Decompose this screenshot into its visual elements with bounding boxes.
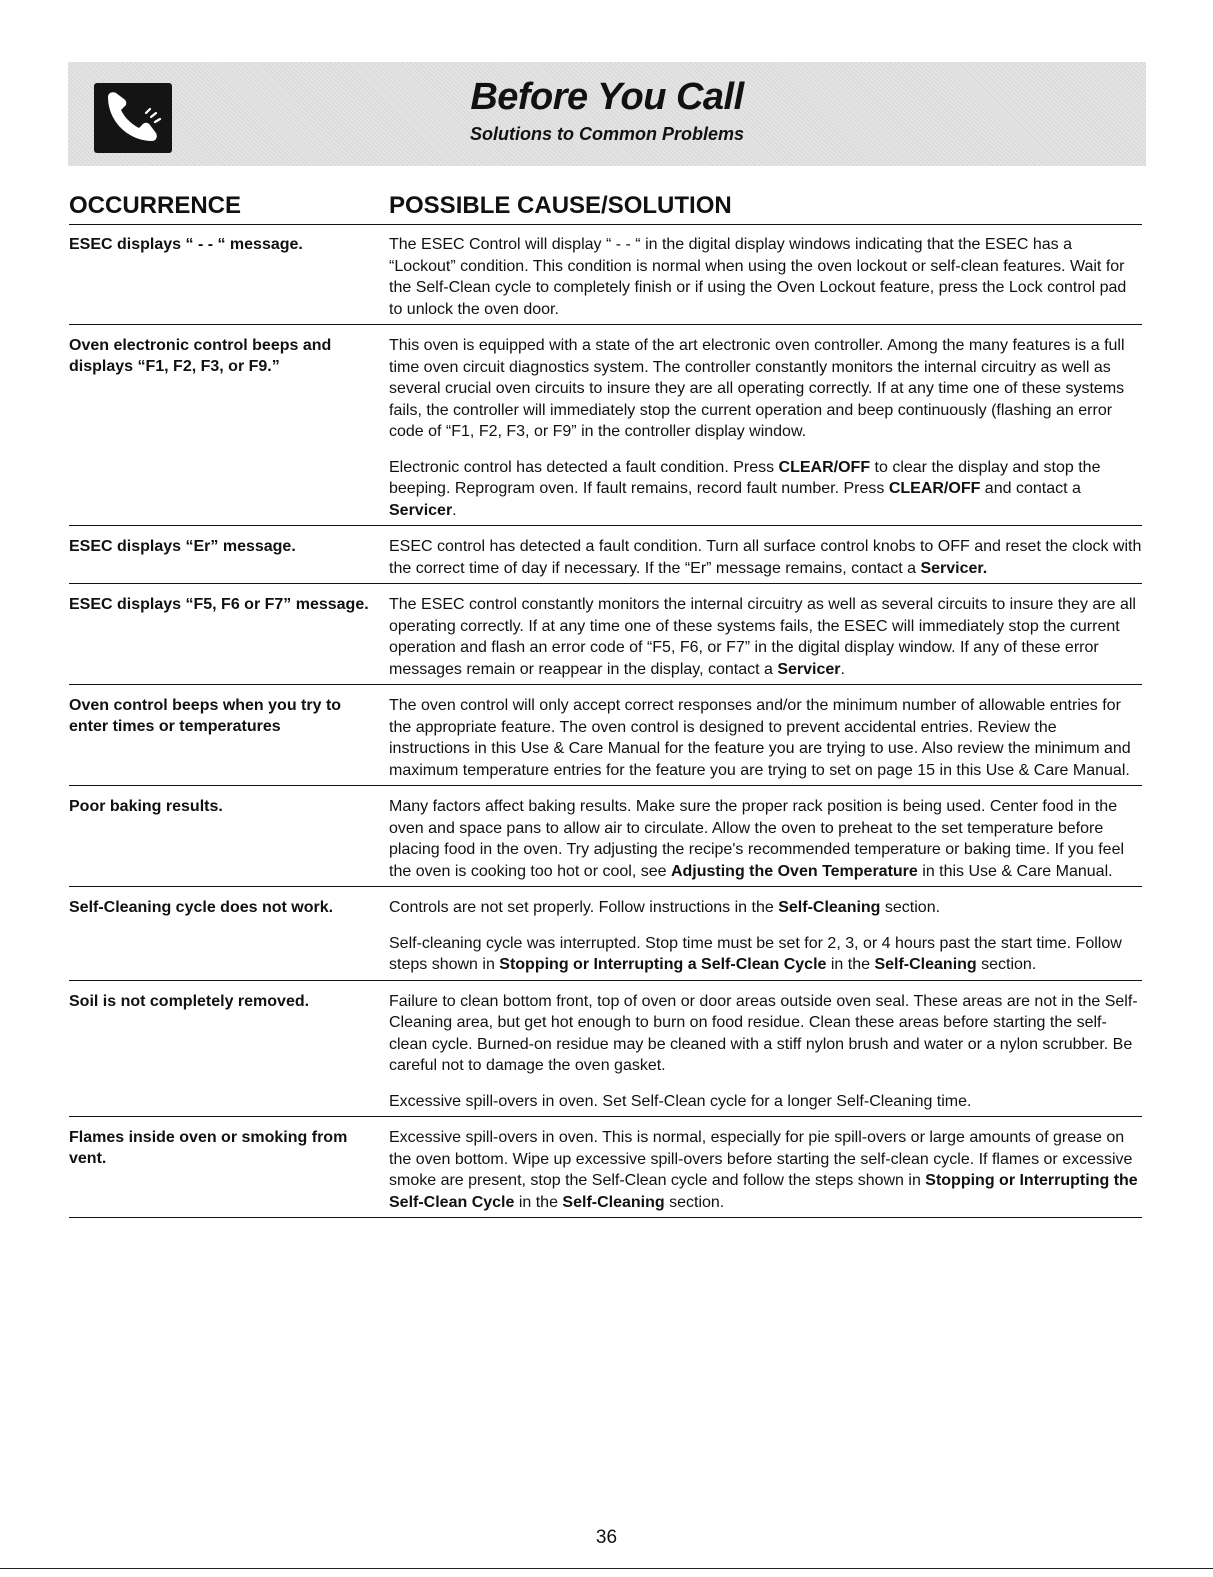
page-subtitle: Solutions to Common Problems xyxy=(469,124,744,144)
header-banner xyxy=(68,62,1146,166)
column-headers xyxy=(69,188,1142,225)
occurrence-heading: OCCURRENCE xyxy=(69,192,242,219)
text-segment: Failure to clean bottom front, top of oven or door areas outside oven seal. These areas are not in the Self-Cleaning area, but get hot enough to burn on food residue. Clean these areas before starting the self-clean cycle. Burned-on residue may be cleaned with a stiff nylon brush and water or a nylon scrubber. Be careful not to damage the oven gasket. xyxy=(389,992,1138,1074)
solution-paragraph xyxy=(389,457,1142,522)
solution-paragraph xyxy=(389,933,1142,976)
solution-cell xyxy=(389,695,1142,781)
solution-cell xyxy=(389,991,1142,1113)
occurrence-text: ESEC displays “Er” message. xyxy=(69,538,296,555)
text-segment: in this Use & Care Manual. xyxy=(917,862,1113,880)
table-row xyxy=(69,584,1142,685)
text-segment: Many factors affect baking results. Make sure the proper rack position is being used. Center food in the oven and space pans to allow air to circulate. Allow the oven to preheat to the set temperature before placing food in the oven. Try adjusting the recipe's recommended temperature or baking time. If you feel the oven is cooking too hot or cool, see xyxy=(389,798,1125,880)
table-row xyxy=(69,685,1142,786)
table-row xyxy=(69,526,1142,584)
text-segment: This oven is equipped with a state of the art electronic oven controller. Among the many features is a full time oven circuit diagnostics system. The controller constantly monitors the internal circuitry as well as several crucial oven circuits to insure they are all operating correctly. If at any time one of these systems fails, the controller will immediately stop the current operation and beep continuously (flashing an error code of “F1, F2, F3, or F9” in the controller display window. xyxy=(389,337,1125,440)
text-segment: to clear the display and stop the beeping. Reprogram oven. If fault remains, record fault number. Press xyxy=(389,458,1101,497)
solution-heading: POSSIBLE CAUSE/SOLUTION xyxy=(389,192,732,219)
solution-paragraph xyxy=(389,1091,1142,1113)
bold-text: CLEAR/OFF xyxy=(778,458,871,476)
text-segment: The ESEC Control will display “ - - “ in the digital display windows indicating that the ESEC has a “Lockout” condition. This condition is normal when using the oven lockout or self-clean features. Wait for the Self-Clean cycle to completely finish or if using the Oven Lockout feature, press the Lock control pad to unlock the oven door. xyxy=(389,236,1127,318)
table-row xyxy=(69,887,1142,981)
text-segment: Electronic control has detected a fault condition. Press xyxy=(389,458,779,476)
solution-cell xyxy=(389,594,1142,680)
solution-paragraph xyxy=(389,335,1142,443)
bold-text: Servicer. xyxy=(920,559,988,577)
solution-paragraph xyxy=(389,897,1142,919)
solution-cell xyxy=(389,335,1142,521)
text-segment: Excessive spill-overs in oven. Set Self-Clean cycle for a longer Self-Cleaning time. xyxy=(389,1092,972,1110)
text-segment: and contact a xyxy=(980,480,1081,497)
bold-text: Stopping or Interrupting the Self-Clean Cycle xyxy=(389,1172,1138,1211)
text-segment: . xyxy=(452,501,457,519)
solution-paragraph xyxy=(389,536,1142,579)
bold-text: Self-Cleaning xyxy=(562,1193,665,1211)
occurrence-text: ESEC displays “ - - “ message. xyxy=(69,236,303,253)
text-segment: Excessive spill-overs in oven. This is normal, especially for pie spill-overs or large amounts of grease on the oven bottom. Wipe up excessive spill-overs before starting the self-clean cycle. If flames or excessive smoke are present, stop the Self-Clean cycle and follow the steps shown in xyxy=(389,1129,1133,1189)
page-number: 36 xyxy=(595,1527,618,1548)
bold-text: Servicer xyxy=(389,501,453,519)
occurrence-text: Oven electronic control beeps and displays “F1, F2, F3, or F9.” xyxy=(69,337,332,375)
solution-cell xyxy=(389,796,1142,882)
text-segment: in the xyxy=(514,1193,563,1211)
bold-text: Stopping or Interrupting a Self-Clean Cycle xyxy=(499,956,827,973)
text-segment: Self-cleaning cycle was interrupted. Stop time must be set for 2, 3, or 4 hours past the start time. Follow steps shown in xyxy=(389,934,1122,973)
table-row xyxy=(69,981,1142,1118)
text-segment: section. xyxy=(880,899,941,916)
occurrence-text: Soil is not completely removed. xyxy=(69,992,310,1010)
solution-cell xyxy=(389,897,1142,976)
text-segment: ESEC control has detected a fault condition. Turn all surface control knobs to OFF and reset the clock with the correct time of day if necessary. If the “Er” message remains, contact a xyxy=(389,538,1142,577)
table-row xyxy=(69,325,1142,526)
bold-text: CLEAR/OFF xyxy=(888,480,981,497)
bold-text: Servicer xyxy=(777,660,841,678)
occurrence-text: Self-Cleaning cycle does not work. xyxy=(69,899,334,916)
table-row xyxy=(69,1117,1142,1218)
occurrence-text: ESEC displays “F5, F6 or F7” message. xyxy=(69,596,369,613)
solution-cell xyxy=(389,536,1142,579)
text-segment: The oven control will only accept correct responses and/or the minimum number of allowable entries for the appropriate feature. The oven control is designed to prevent accidental entries. Review the instructions in this Use & Care Manual for the feature you are trying to use. Also review the minimum and maximum temperature entries for the feature you are trying to set on page 15 in this Use & Care Manual. xyxy=(389,697,1131,779)
solution-paragraph xyxy=(389,234,1142,320)
table-row xyxy=(69,224,1142,325)
solution-paragraph xyxy=(389,695,1142,781)
occurrence-text: Poor baking results. xyxy=(69,798,223,815)
troubleshooting-table xyxy=(69,224,1142,1218)
text-segment: The ESEC control constantly monitors the internal circuitry as well as several circuits to insure they are all operating correctly. If at any time one of these systems fails, the ESEC will immediately stop the current operation and flash an error code of “F5, F6, or F7” in the digital display window. If any of these error messages remain or reappear in the display, contact a xyxy=(389,596,1136,678)
solution-paragraph xyxy=(389,1127,1142,1213)
text-segment: in the xyxy=(826,956,875,973)
occurrence-text: Flames inside oven or smoking from vent. xyxy=(69,1129,348,1167)
page-title: Before You Call xyxy=(470,76,744,118)
solution-cell xyxy=(389,234,1142,320)
text-segment: Controls are not set properly. Follow instructions in the xyxy=(389,899,779,916)
occurrence-text: Oven control beeps when you try to enter times or temperatures xyxy=(69,697,342,735)
bottom-rule xyxy=(0,1568,1213,1569)
solution-paragraph xyxy=(389,991,1142,1077)
bold-text: Adjusting the Oven Temperature xyxy=(670,862,918,880)
text-segment: section. xyxy=(976,956,1037,973)
solution-paragraph xyxy=(389,796,1142,882)
bold-text: Self-Cleaning xyxy=(778,899,881,916)
text-segment: . xyxy=(840,660,845,678)
text-segment: section. xyxy=(664,1193,725,1211)
bold-text: Self-Cleaning xyxy=(874,956,977,973)
table-row xyxy=(69,786,1142,887)
solution-paragraph xyxy=(389,594,1142,680)
solution-cell xyxy=(389,1127,1142,1213)
